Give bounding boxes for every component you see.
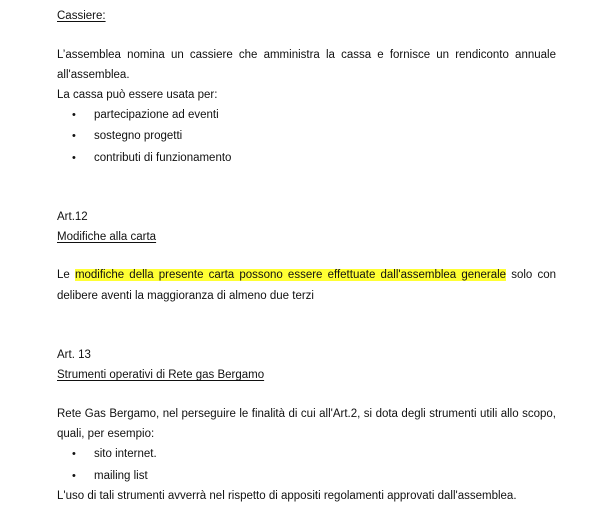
list-item-text: mailing list [94,470,148,482]
art12-paragraph-line-2: delibere aventi la maggioranza di almeno due terzi [57,290,314,302]
list-item [72,151,231,165]
art13-label: Art. 13 [57,349,91,361]
cassiere-paragraph-line-1: L’assemblea nomina un cassiere che amministra la cassa e fornisce un rendiconto annuale [57,49,556,61]
art13-paragraph-line-2: quali, per esempio: [57,428,155,440]
art12-text-before: Le [57,269,75,281]
list-item-text: sito internet. [94,448,157,460]
list-item-text: partecipazione ad eventi [94,109,219,121]
art12-text-after: solo con [506,269,556,281]
list-item-text: contributi di funzionamento [94,152,232,164]
cassiere-paragraph-line-2: all'assemblea. [57,69,130,81]
art12-heading: Modifiche alla carta [57,231,157,243]
list-item [72,129,182,143]
list-item [72,469,148,483]
bullet-icon: • [72,130,76,142]
art12-paragraph-line-1 [57,268,556,282]
list-item [72,447,157,461]
art13-heading: Strumenti operativi di Rete gas Bergamo [57,369,265,381]
list-item-text: sostegno progetti [94,130,183,142]
cassiere-usage-intro: La cassa può essere usata per: [57,89,218,101]
bullet-icon: • [72,152,76,164]
bullet-icon: • [72,470,76,482]
art13-closing-line: L'uso di tali strumenti avverrà nel rispetto di appositi regolamenti approvati dall'assemblea. [57,490,517,502]
art12-label: Art.12 [57,211,88,223]
art13-paragraph-line-1: Rete Gas Bergamo, nel perseguire le finalità di cui all'Art.2, si dota degli strumenti utili allo scopo, [57,408,556,420]
list-item [72,108,219,122]
cassiere-heading: Cassiere: [57,10,106,22]
bullet-icon: • [72,109,76,121]
highlighted-text: modifiche della presente carta possono essere effettuate dall'assemblea generale [74,269,507,281]
bullet-icon: • [72,448,76,460]
